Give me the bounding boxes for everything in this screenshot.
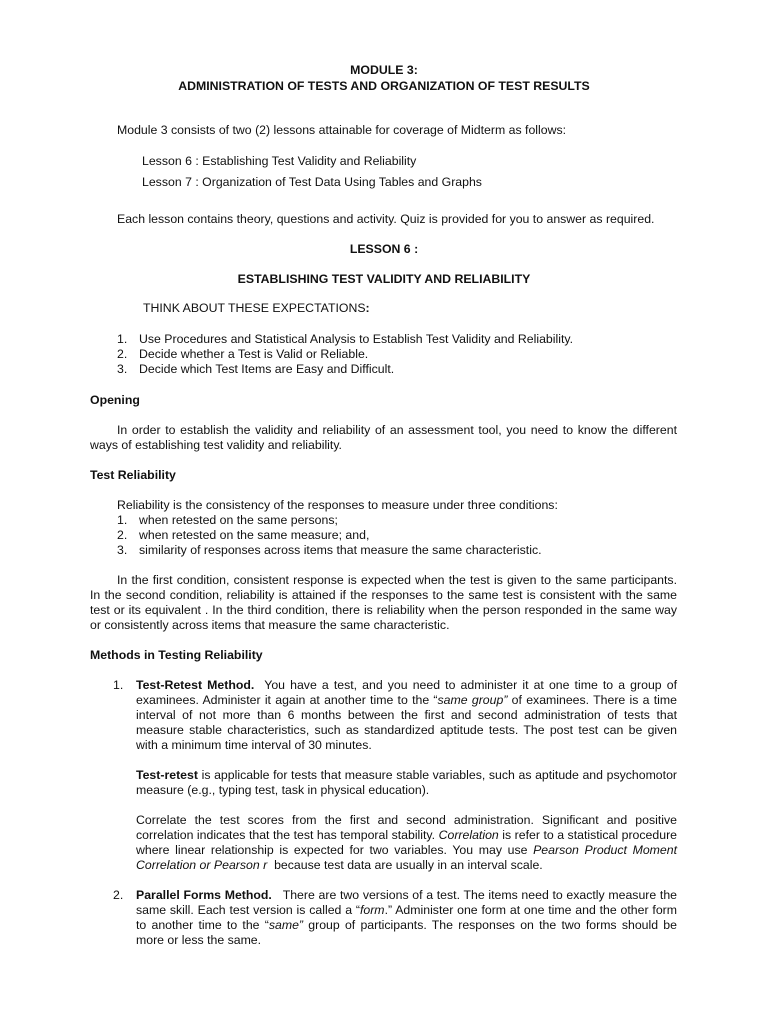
lesson-6-line: Lesson 6 : Establishing Test Validity and Reliability — [142, 154, 417, 168]
method-2-paragraph — [136, 888, 681, 948]
method-1-text-b: of examinees. There is a time interval of not more than 6 months between the first and second administration of tests that measure stable characteristics, such as standardized aptitude tests. The post test can be given with a minimum time interval of 30 minutes. — [136, 693, 677, 752]
list-item-text: similarity of responses across items that measure the same characteristic. — [139, 543, 542, 557]
list-item-text: when retested on the same measure; and, — [139, 528, 370, 542]
reliability-paragraph: In the first condition, consistent response is expected when the test is given to the same participants. In the second condition, reliability is attained if the responses to the same test is consistent with the same test or its equivalent . In the third condition, there is reliability when the person responded in the same way or consistently across items that measure the same characteristic. — [90, 573, 677, 632]
test-retest-term: Test-retest — [136, 768, 198, 782]
list-item-number: 1. — [117, 513, 128, 527]
list-item-text: Decide which Test Items are Easy and Difficult. — [139, 362, 395, 376]
list-item — [117, 362, 573, 377]
list-item — [117, 528, 542, 543]
method-2-text-b: .” Administer one form at one time and the other form to another time to the “ — [136, 903, 677, 932]
same-term: same” — [268, 918, 304, 932]
test-reliability-heading: Test Reliability — [90, 468, 176, 482]
opening-paragraph: In order to establish the validity and reliability of an assessment tool, you need to know the different ways of establishing test validity and reliability. — [90, 423, 677, 452]
correlation-term: Correlation — [438, 828, 499, 842]
methods-heading: Methods in Testing Reliability — [90, 648, 263, 662]
list-item-number: 2. — [117, 528, 128, 542]
lesson-7-line: Lesson 7 : Organization of Test Data Using Tables and Graphs — [142, 175, 482, 189]
list-item-number: 3. — [117, 362, 128, 376]
each-lesson-note: Each lesson contains theory, questions and activity. Quiz is provided for you to answer as required. — [117, 212, 655, 226]
correlation-text-a: Correlate the test scores from the first and second administration. Significant and positive correlation indicates that the test has temporal stability. — [136, 813, 677, 842]
method-2-title: Parallel Forms Method. — [136, 888, 272, 902]
list-item — [117, 347, 573, 362]
list-item-text: when retested on the same persons; — [139, 513, 338, 527]
module-title: MODULE 3: — [350, 63, 418, 77]
list-item-number: 3. — [117, 543, 128, 557]
method-1-title: Test-Retest Method. — [136, 678, 255, 692]
module-subtitle: ADMINISTRATION OF TESTS AND ORGANIZATION OF TEST RESULTS — [178, 79, 590, 93]
module-intro: Module 3 consists of two (2) lessons attainable for coverage of Midterm as follows: — [117, 123, 567, 137]
correlation-paragraph — [136, 813, 677, 873]
list-item — [117, 332, 573, 347]
method-1-number: 1. — [113, 678, 124, 692]
test-retest-paragraph — [136, 768, 677, 798]
correlation-text-c: because test data are usually in an interval scale. — [267, 858, 543, 872]
expectations-heading-text: THINK ABOUT THESE EXPECTATIONS — [143, 301, 366, 315]
lesson-title: ESTABLISHING TEST VALIDITY AND RELIABILITY — [237, 272, 531, 286]
method-1-emphasis: same group” — [437, 693, 508, 707]
method-1-text-a: You have a test, and you need to administer it at one time to a group of examinees. Administer it again at another time to the “ — [136, 678, 681, 707]
expectations-colon: : — [365, 301, 370, 315]
method-2-number: 2. — [113, 888, 124, 902]
test-retest-text: is applicable for tests that measure stable variables, such as aptitude and psychomotor measure (e.g., typing test, task in physical education). — [136, 768, 677, 797]
correlation-text-b: is refer to a statistical procedure where linear relationship is expected for two variables. You may use — [136, 828, 677, 857]
pearson-term: Pearson Product Moment Correlation or Pearson r — [136, 843, 677, 872]
list-item-text: Use Procedures and Statistical Analysis to Establish Test Validity and Reliability. — [139, 332, 574, 346]
expectations-heading — [143, 301, 370, 316]
lesson-label: LESSON 6 : — [349, 242, 419, 256]
opening-heading: Opening — [90, 393, 140, 407]
list-item — [117, 543, 542, 558]
list-item-text: Decide whether a Test is Valid or Reliable. — [139, 347, 369, 361]
method-2-text-a: There are two versions of a test. The items need to exactly measure the same skill. Each test version is called a “ — [136, 888, 681, 917]
expectations-list — [117, 332, 573, 377]
method-2-text-c: group of participants. The responses on the two forms should be more or less the same. — [136, 918, 677, 947]
list-item — [117, 513, 542, 528]
list-item-number: 1. — [117, 332, 128, 346]
reliability-intro: Reliability is the consistency of the responses to measure under three conditions: — [117, 498, 558, 512]
list-item-number: 2. — [117, 347, 128, 361]
reliability-conditions-list — [117, 513, 542, 558]
method-1-paragraph — [136, 678, 681, 753]
form-term: form — [359, 903, 385, 917]
